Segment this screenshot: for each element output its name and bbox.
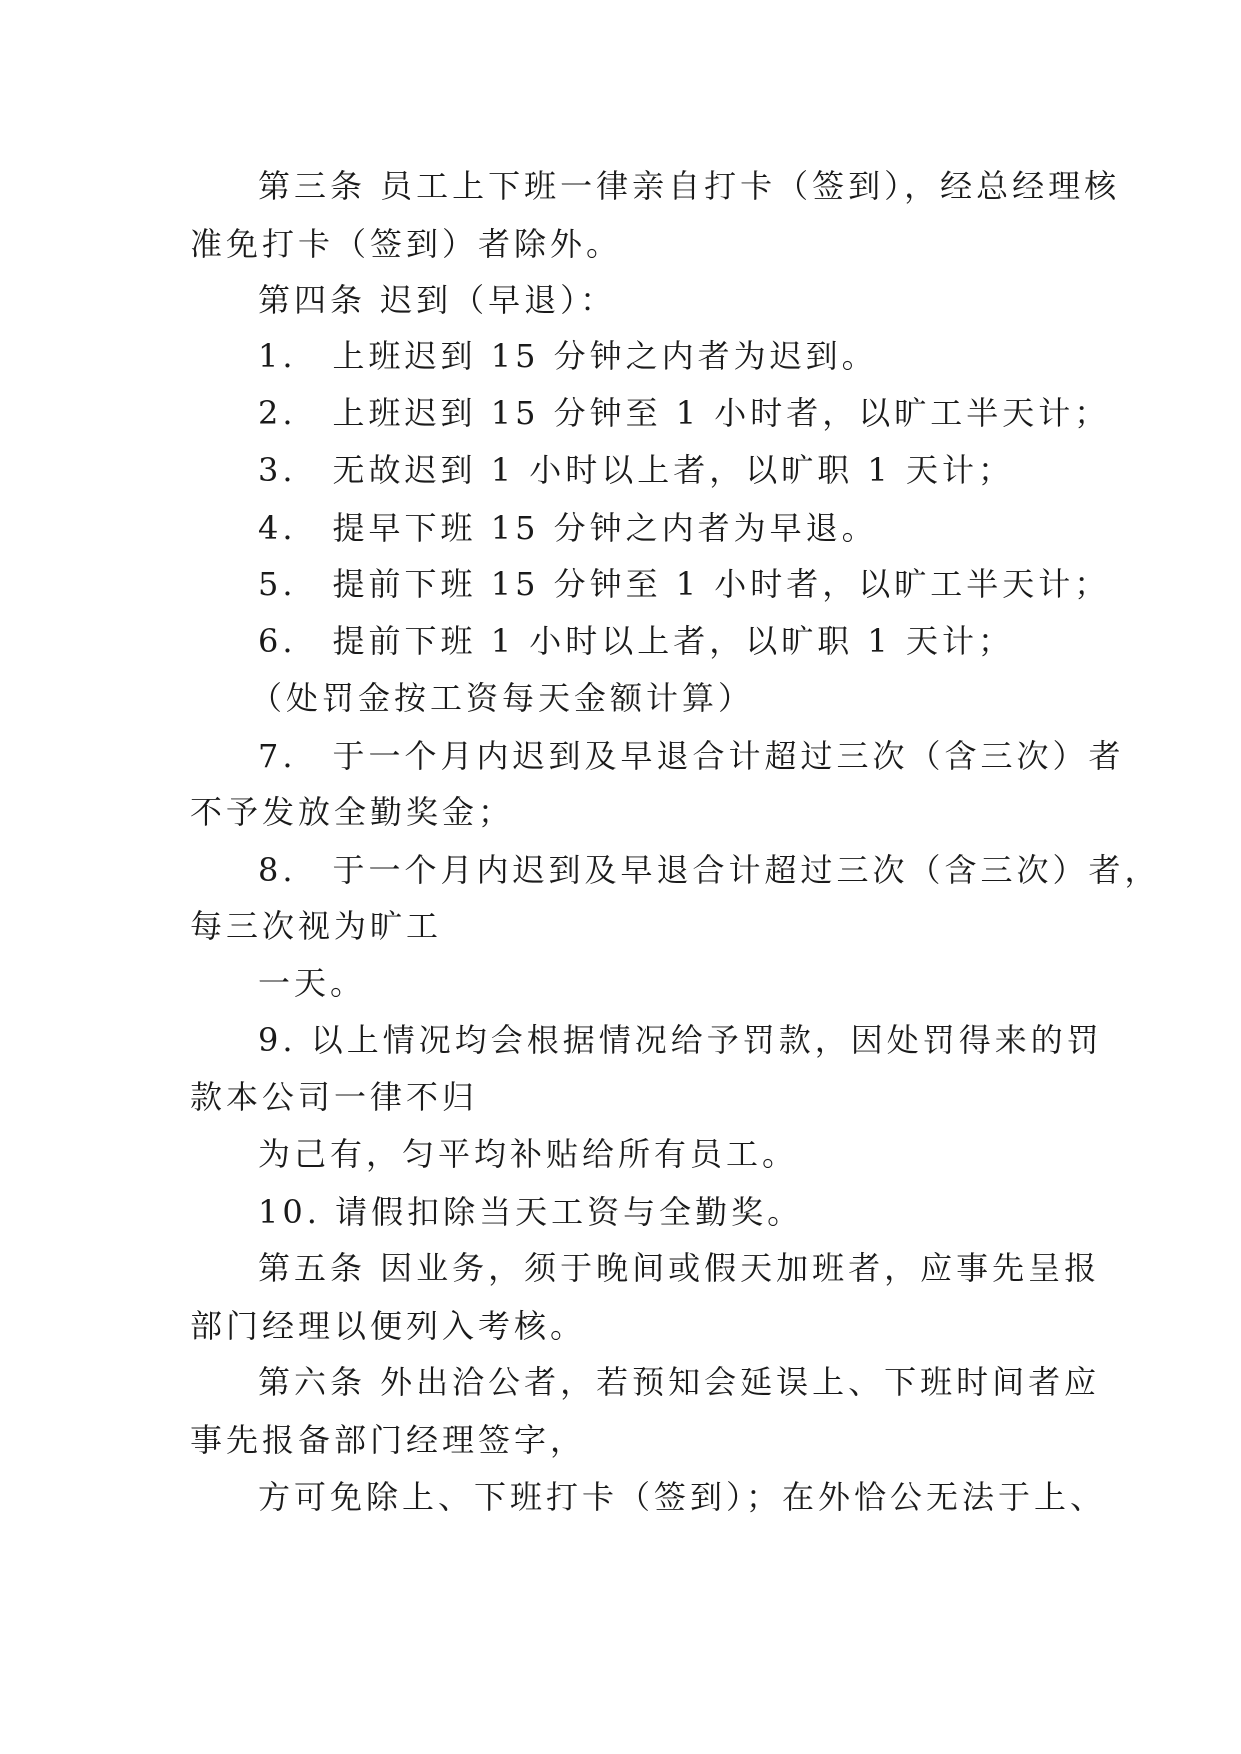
article-4-heading: 第四条 迟到（早退）： (258, 281, 617, 319)
article-5-line-2: 部门经理以便列入考核。 (190, 1307, 587, 1345)
rule-item-10: 10. 请假扣除当天工资与全勤奖。 (258, 1193, 804, 1231)
article-6-line-1: 第六条 外出洽公者，若预知会延误上、下班时间者应 (258, 1363, 1101, 1401)
rule-item-4: 4. 提早下班 15 分钟之内者为早退。 (258, 509, 878, 547)
rule-item-8-line-2: 每三次视为旷工 (190, 907, 443, 945)
rule-item-3: 3. 无故迟到 1 小时以上者，以旷职 1 天计； (258, 451, 1014, 489)
penalty-note: （处罚金按工资每天金额计算） (250, 679, 755, 717)
rule-item-5: 5. 提前下班 15 分钟至 1 小时者，以旷工半天计； (258, 565, 1111, 603)
rule-item-7-line-1: 7. 于一个月内迟到及早退合计超过三次（含三次）者 (258, 737, 1125, 775)
article-5-line-1: 第五条 因业务，须于晚间或假天加班者，应事先呈报 (258, 1249, 1101, 1287)
rule-item-9-line-2: 款本公司一律不归 (190, 1078, 479, 1116)
article-3-line-1: 第三条 员工上下班一律亲自打卡（签到），经总经理核 (258, 167, 1121, 205)
rule-item-6: 6. 提前下班 1 小时以上者，以旷职 1 天计； (258, 622, 1014, 660)
rule-item-9-line-3: 为己有，匀平均补贴给所有员工。 (258, 1135, 799, 1173)
article-6-line-2: 事先报备部门经理签字， (190, 1421, 587, 1459)
rule-item-8-line-1: 8. 于一个月内迟到及早退合计超过三次（含三次）者， (258, 851, 1161, 889)
rule-item-7-line-2: 不予发放全勤奖金； (190, 793, 515, 831)
rule-item-8-line-3: 一天。 (258, 964, 367, 1002)
rule-item-2: 2. 上班迟到 15 分钟至 1 小时者，以旷工半天计； (258, 394, 1111, 432)
rule-item-1: 1. 上班迟到 15 分钟之内者为迟到。 (258, 337, 878, 375)
article-3-line-2: 准免打卡（签到）者除外。 (190, 225, 623, 263)
article-6-line-3: 方可免除上、下班打卡（签到）；在外恰公无法于上、 (258, 1478, 1107, 1516)
rule-item-9-line-1: 9. 以上情况均会根据情况给予罚款，因处罚得来的罚 (258, 1021, 1103, 1059)
